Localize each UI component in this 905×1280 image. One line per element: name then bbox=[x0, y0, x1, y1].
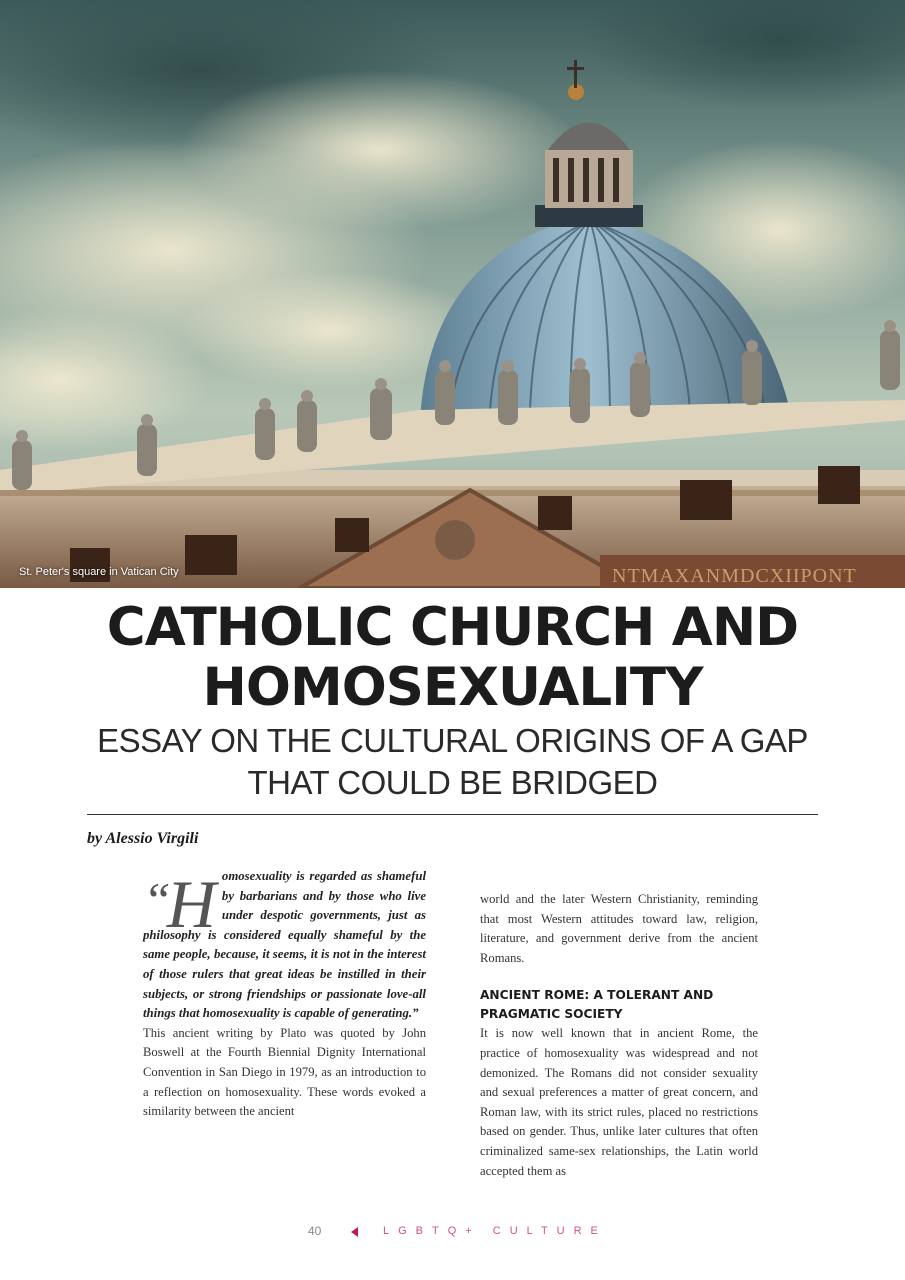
drop-cap-letter: H bbox=[166, 866, 216, 942]
article-title bbox=[0, 598, 905, 718]
body-paragraph-1: This ancient writing by Plato was quoted by John Boswell at the Fourth Biennial Dignity International Convention in San Diego in 1979, as an introduction to a reflection on homosexuality. These words evoked a similarity between the ancient bbox=[143, 1025, 426, 1119]
quote-open-mark: “ bbox=[143, 872, 167, 928]
section-heading bbox=[480, 986, 758, 1024]
opening-quote bbox=[143, 867, 426, 1024]
subtitle-line-2: THAT COULD BE BRIDGED bbox=[247, 764, 658, 801]
article-subtitle bbox=[0, 720, 905, 804]
body-paragraph-2: world and the later Western Christianity, reminding that most Western attitudes toward law, religion, literature, and government derive from the ancient Romans. bbox=[480, 892, 758, 965]
st-peters-basilica-illustration bbox=[0, 0, 905, 588]
byline: by Alessio Virgili bbox=[87, 830, 199, 847]
photo-caption: St. Peter's square in Vatican City bbox=[19, 566, 179, 578]
hero-photo bbox=[0, 0, 905, 588]
section-heading-line-2: PRAGMATIC SOCIETY bbox=[480, 1007, 623, 1022]
title-line-2: HOMOSEXUALITY bbox=[202, 657, 703, 718]
section-name: LGBTQ+ CULTURE bbox=[383, 1225, 607, 1237]
title-divider bbox=[87, 814, 818, 815]
section-heading-line-1: ANCIENT ROME: A TOLERANT AND bbox=[480, 988, 714, 1003]
drop-cap bbox=[143, 866, 216, 942]
subtitle-line-1: ESSAY ON THE CULTURAL ORIGINS OF A GAP bbox=[97, 722, 808, 759]
page-number: 40 bbox=[308, 1224, 322, 1238]
facade-inscription: NTMAXANMDCXIIPONT bbox=[612, 565, 857, 587]
page-footer bbox=[0, 1224, 905, 1240]
quote-text: omosexuality is regarded as shameful by barbarians and by those who live under despotic governments, just as philosophy is considered equally shameful by the same people, because, it seems, it is not in the interest of those rulers that great ideas be instilled in their subjects, or strong friendships or passionate love-all things that homosexuality is capable of generating.” bbox=[143, 869, 426, 1021]
left-column bbox=[143, 867, 426, 1122]
back-arrow-icon bbox=[351, 1227, 358, 1237]
title-line-1: CATHOLIC CHURCH AND bbox=[106, 597, 799, 658]
right-column bbox=[480, 890, 758, 1181]
body-paragraph-3: It is now well known that in ancient Rome, the practice of homosexuality was widespread and not demonized. The Romans did not consider sexuality and sexual preferences a matter of great concern, and Roman law, with its strict rules, placed no restrictions based on gender. Thus, unlike later cultures that often criminalized same-sex relationships, the Latin world accepted them as bbox=[480, 1026, 758, 1178]
